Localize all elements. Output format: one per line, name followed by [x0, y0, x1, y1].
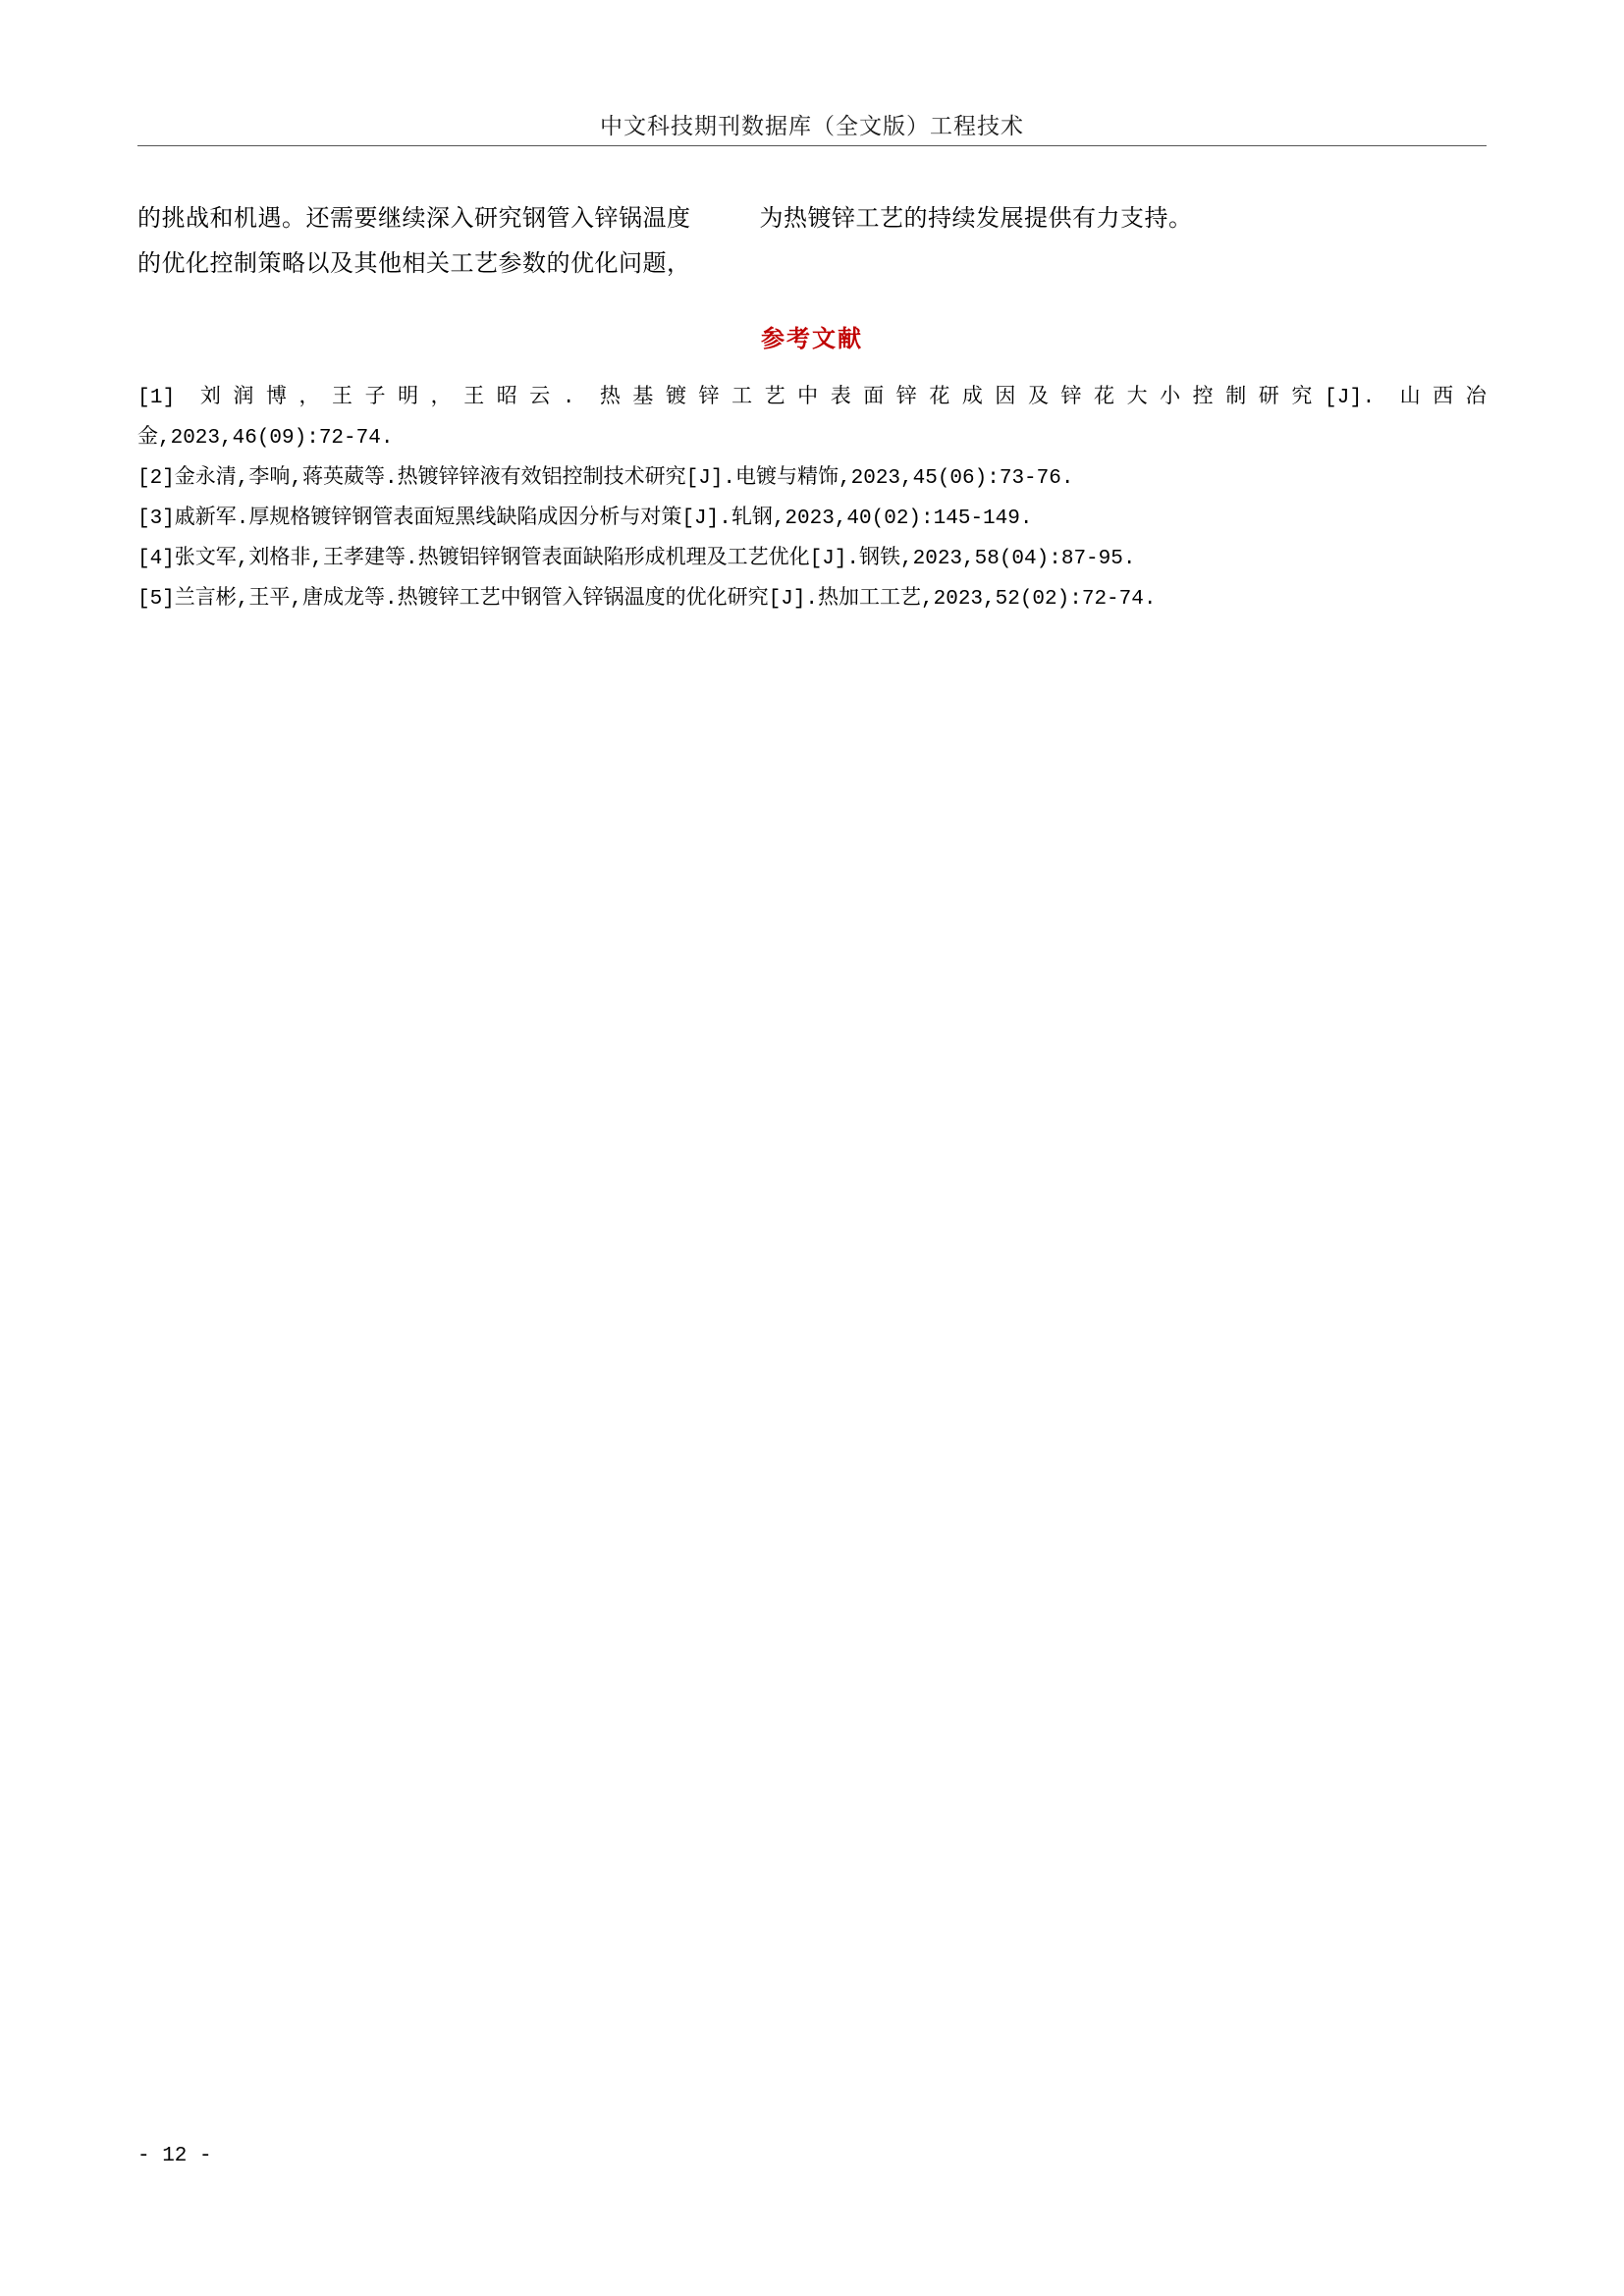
page-header-title: 中文科技期刊数据库（全文版）工程技术 [600, 113, 1024, 138]
list-item: [4]张文军,刘格非,王孝建等.热镀铝锌钢管表面缺陷形成机理及工艺优化[J].钢铁,2023,58(04):87-95. [137, 548, 1136, 570]
body-line-1-right: 为热镀锌工艺的持续发展提供有力支持。 [759, 206, 1193, 232]
list-item: [5]兰言彬,王平,唐成龙等.热镀锌工艺中钢管入锌锅温度的优化研究[J].热加工工艺,2023,52(02):72-74. [137, 588, 1157, 611]
body-paragraph [137, 196, 1487, 287]
header-divider [137, 145, 1487, 146]
list-item: [3]戚新军.厚规格镀锌钢管表面短黑线缺陷成因分析与对策[J].轧钢,2023,40(02):145-149. [137, 507, 1033, 530]
references-heading: 参考文献 [761, 326, 863, 352]
body-line-1-left: 的挑战和机遇。还需要继续深入研究钢管入锌锅温度 [137, 206, 691, 232]
list-item: 金,2023,46(09):72-74. [137, 427, 394, 450]
body-line-1 [137, 196, 1487, 241]
references-list [137, 378, 1487, 619]
list-item: [1] 刘润博，王子明，王昭云. 热基镀锌工艺中表面锌花成因及锌花大小控制研究[J]. 山西冶 [137, 387, 1487, 409]
body-line-2: 的优化控制策略以及其他相关工艺参数的优化问题， [137, 251, 691, 277]
list-item: [2]金永清,李响,蒋英葳等.热镀锌锌液有效铝控制技术研究[J].电镀与精饰,2023,45(06):73-76. [137, 467, 1074, 490]
page-number: - 12 - [137, 2145, 212, 2167]
